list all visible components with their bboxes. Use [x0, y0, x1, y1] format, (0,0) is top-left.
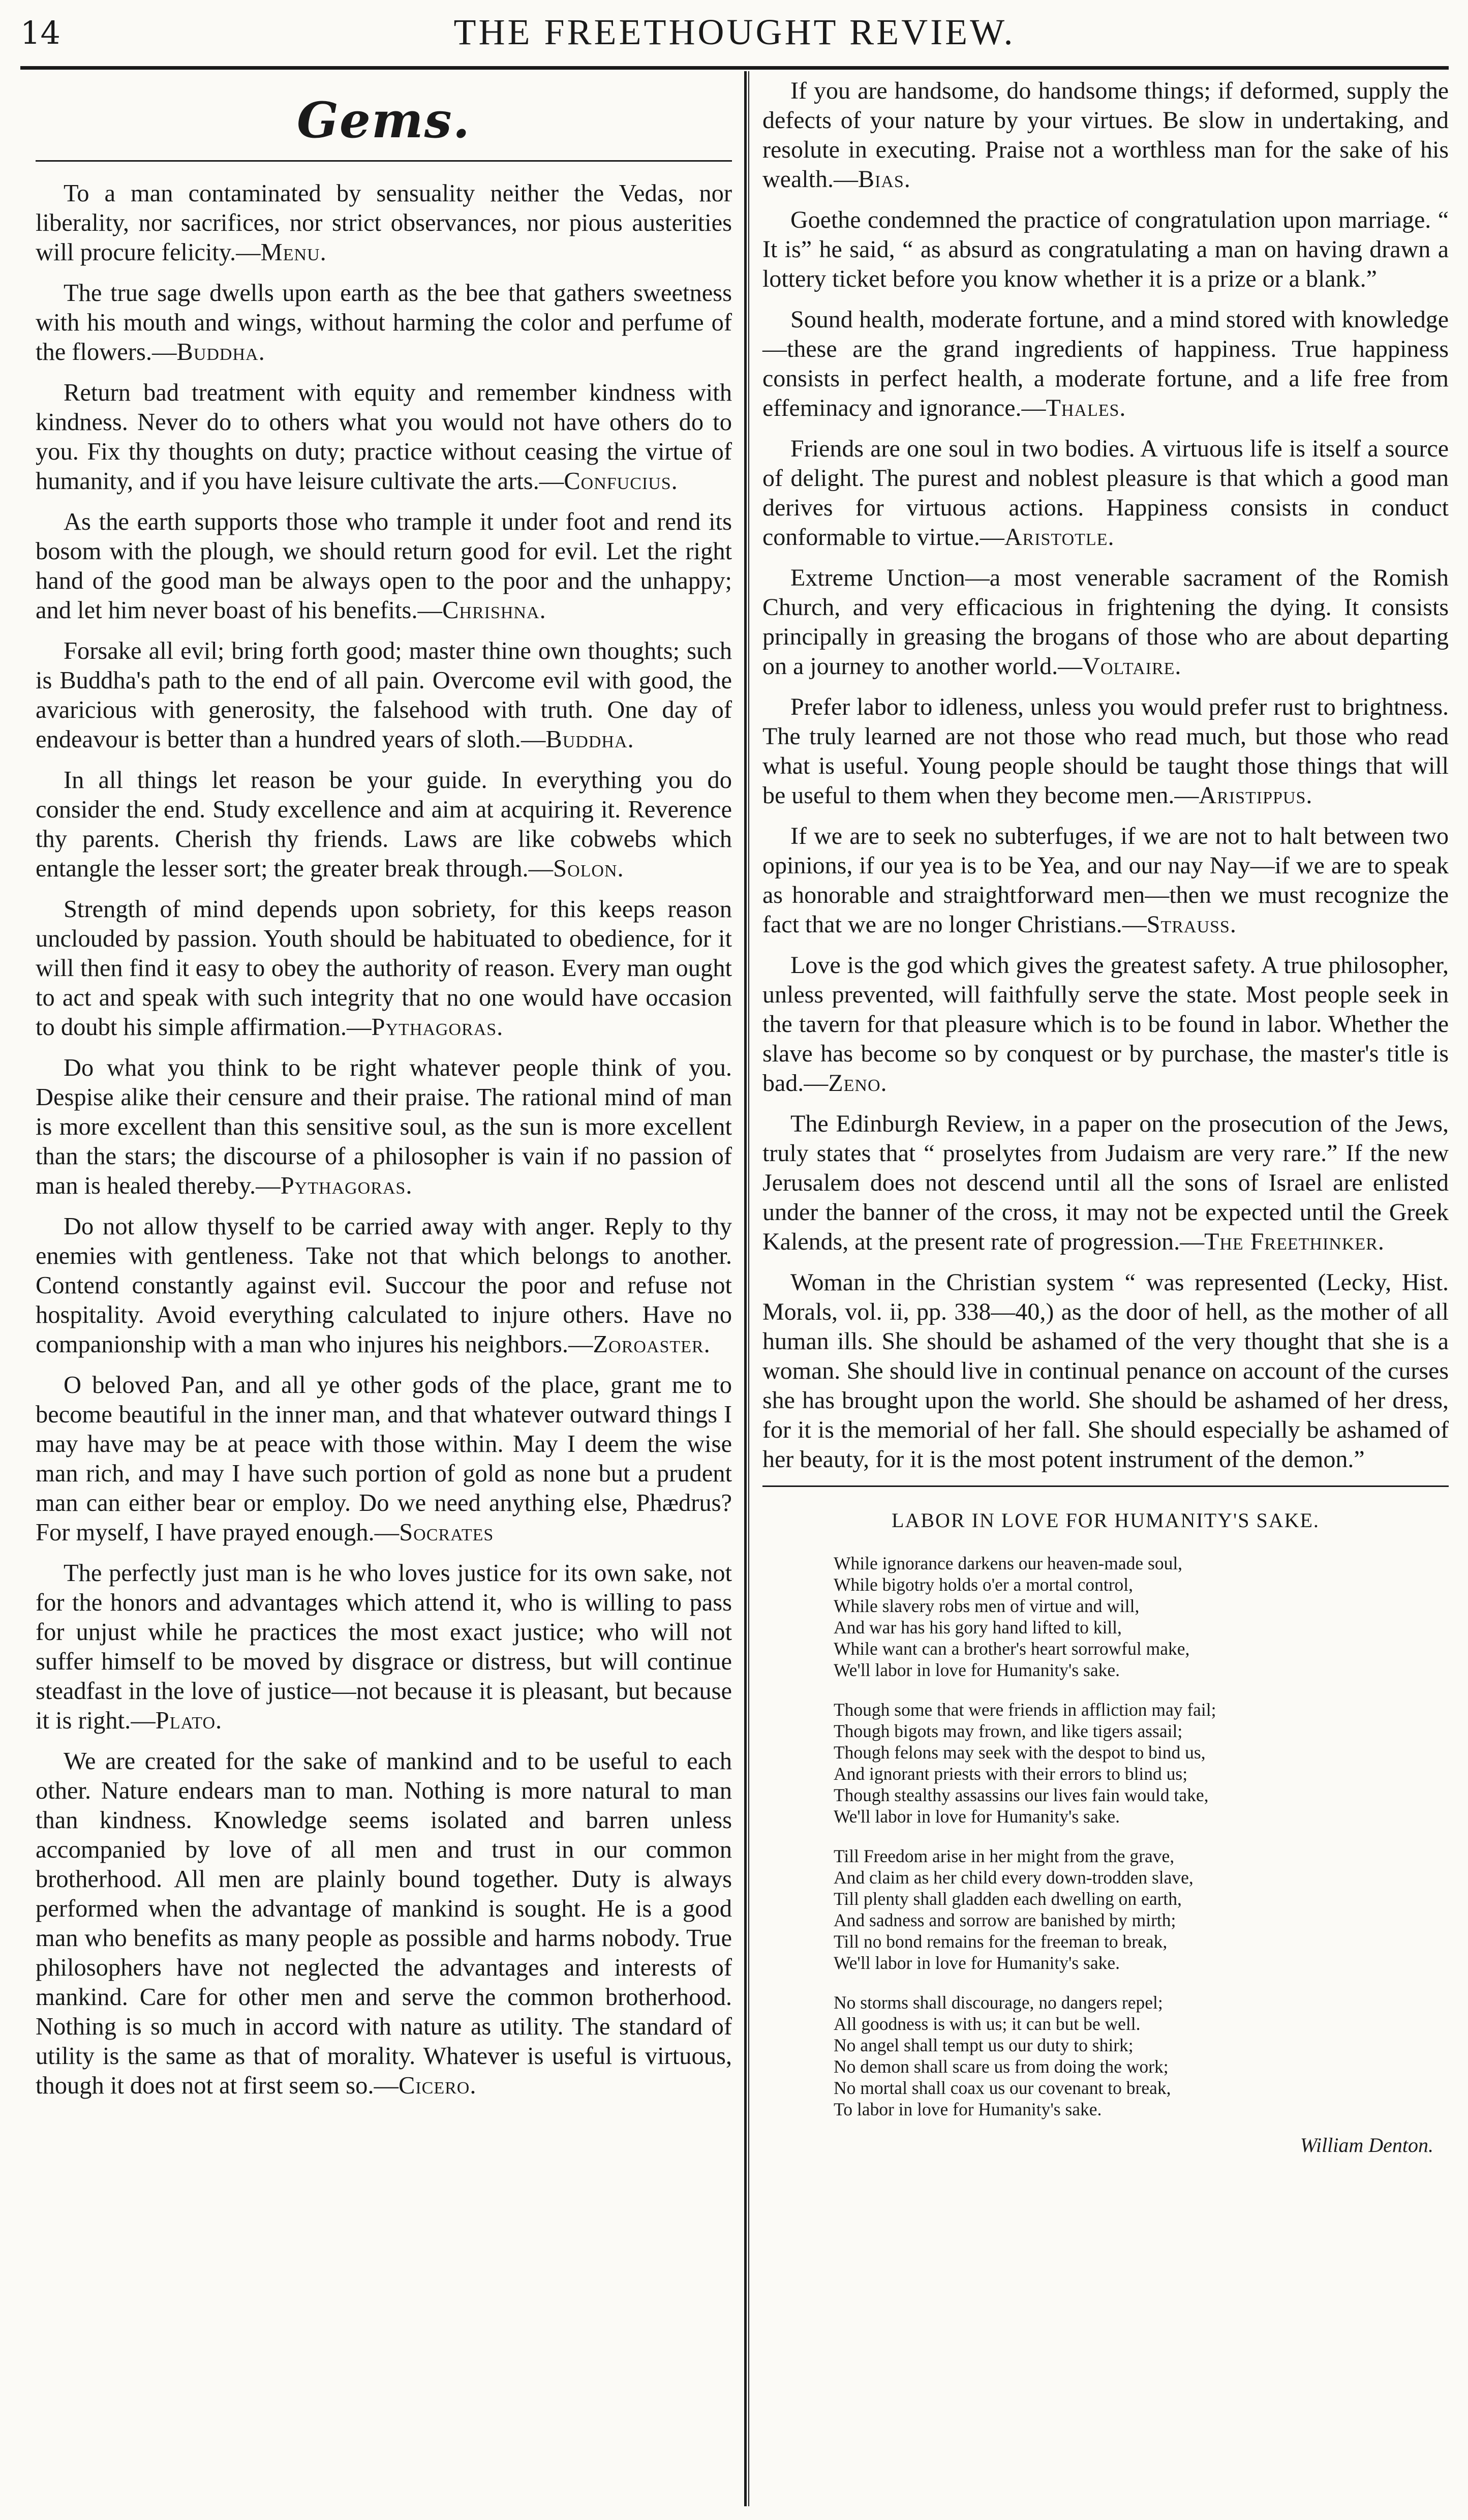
quote-text: If we are to seek no subterfuges, if we are not to halt between two opinions, if our yea is to be Yea, and our nay Nay—if we are to speak as honorable and straightforward men—then we must recognize the fact that we are no longer Christians.— — [762, 823, 1449, 938]
poem-line: No storms shall discourage, no dangers repel; — [834, 1992, 1163, 2013]
quote-text: Prefer labor to idleness, unless you would prefer rust to brightness. The truly learned are not those who read much, but those who read what is useful. Young people should be taught those things that will be useful to them when they become men.— — [762, 693, 1449, 809]
quote-paragraph — [36, 636, 732, 754]
quote-author: Confucius. — [564, 468, 678, 495]
quote-paragraph — [762, 1109, 1449, 1257]
quote-author: Pythagoras. — [371, 1014, 504, 1041]
quote-paragraph — [36, 1559, 732, 1736]
poem-line: Till Freedom arise in her might from the grave, — [834, 1846, 1175, 1866]
poem-line: Though felons may seek with the despot to bind us, — [834, 1742, 1206, 1763]
quote-paragraph — [36, 507, 732, 625]
quote-author: Aristotle. — [1004, 524, 1115, 551]
quote-author: Plato. — [155, 1707, 223, 1734]
quote-paragraph — [36, 1747, 732, 2101]
page-header — [20, 5, 1449, 61]
quote-paragraph — [36, 378, 732, 496]
quote-text: Sound health, moderate fortune, and a mind stored with knowledge—these are the grand ingredients of happiness. True happiness consists in perfect health, a moderate fortune, and a life free from effeminacy and ignorance.— — [762, 306, 1449, 421]
poem-stanza — [834, 1553, 1449, 1681]
quote-paragraph — [762, 305, 1449, 423]
poem-line: All goodness is with us; it can but be well. — [834, 2014, 1141, 2034]
poem-author: William Denton. — [1300, 2134, 1433, 2157]
title-rule — [36, 160, 732, 162]
right-column — [762, 76, 1449, 2157]
quote-author: Menu. — [260, 239, 327, 266]
header-rule — [20, 66, 1449, 70]
poem-line: While ignorance darkens our heaven-made soul, — [834, 1553, 1183, 1573]
right-quotes — [762, 76, 1449, 1474]
quote-text: To a man contaminated by sensuality neither the Vedas, nor liberality, nor sacrifices, nor strict observances, nor pious austerities will procure felicity.— — [36, 180, 732, 266]
quote-paragraph — [36, 179, 732, 267]
quote-text: Return bad treatment with equity and remember kindness with kindness. Never do to others what you would not have others do to you. Fix thy thoughts on duty; practice without ceasing the virtue of humanity, and if you have leisure cultivate the arts.— — [36, 379, 732, 495]
poem-line: To labor in love for Humanity's sake. — [834, 2099, 1102, 2119]
quote-author: Strauss. — [1146, 911, 1237, 938]
quote-paragraph — [762, 205, 1449, 294]
quote-paragraph — [762, 692, 1449, 810]
poem-stanza — [834, 1845, 1449, 1974]
quote-text: If you are handsome, do handsome things; if deformed, supply the defects of your nature by your virtues. Be slow in undertaking, and resolute in executing. Praise not a worthless man for the sake of his wealth.— — [762, 77, 1449, 193]
poem-line: And sadness and sorrow are banished by mirth; — [834, 1910, 1176, 1930]
quote-author: Voltaire. — [1082, 653, 1182, 680]
quote-author: Solon. — [553, 855, 624, 882]
quote-author: Cicero. — [398, 2072, 477, 2099]
poem-line: And war has his gory hand lifted to kill, — [834, 1617, 1122, 1637]
poem-line: Though bigots may frown, and like tigers assail; — [834, 1721, 1183, 1741]
page-number: 14 — [20, 14, 60, 51]
poem-line: While slavery robs men of virtue and will, — [834, 1596, 1140, 1616]
quote-text: As the earth supports those who trample it under foot and rend its bosom with the plough, we should return good for evil. Let the right hand of the good man be always open to the poor and the unhappy; and let him never boast of his benefits.— — [36, 508, 732, 624]
poem-line: Though stealthy assassins our lives fain would take, — [834, 1785, 1209, 1805]
left-column — [36, 76, 732, 2112]
poem-line: Till plenty shall gladden each dwelling on earth, — [834, 1889, 1182, 1909]
poem-body — [762, 1553, 1449, 2120]
poem-line: We'll labor in love for Humanity's sake. — [834, 1660, 1120, 1680]
poem-title: LABOR IN LOVE FOR HUMANITY'S SAKE. — [892, 1509, 1320, 1532]
quote-paragraph — [36, 895, 732, 1042]
column-divider — [744, 71, 747, 2506]
quote-paragraph — [36, 766, 732, 884]
poem-line: While want can a brother's heart sorrowful make, — [834, 1638, 1190, 1659]
quote-paragraph — [36, 279, 732, 367]
quote-text: Woman in the Christian system “ was represented (Lecky, Hist. Morals, vol. ii, pp. 338—40,) as the door of hell, as the mother of all human ills. She should be ashamed of the very thought that she is a woman. She should live in continual penance on account of the curses she has brought upon the world. She should be ashamed of her dress, for it is the memorial of her fall. She should especially be ashamed of her beauty, for it is the most potent instrument of the demon.” — [762, 1269, 1449, 1473]
quote-paragraph — [762, 951, 1449, 1098]
section-title: Gems. — [296, 92, 471, 149]
poem-line: No angel shall tempt us our duty to shirk; — [834, 2035, 1134, 2055]
journal-title: THE FREETHOUGHT REVIEW. — [453, 12, 1016, 52]
quote-text: We are created for the sake of mankind and to be useful to each other. Nature endears man to man. Nothing is more natural to man than kindness. Knowledge seems isolated and barren unless accompanied by love of all men and trust in our common brotherhood. All men are plainly bound together. Duty is always performed when the advantage of mankind is sought. He is a good man who benefits as many people as possible and harms nobody. True philosophers have not neglected the advantages and interests of mankind. Care for other men and serve the common brotherhood. Nothing is so much in accord with nature as utility. The standard of utility is the same as that of morality. Whatever is useful is virtuous, though it does not at first seem so.— — [36, 1748, 732, 2099]
quote-author: The Freethinker. — [1204, 1228, 1385, 1255]
quote-text: O beloved Pan, and all ye other gods of the place, grant me to become beautiful in the inner man, and that whatever outward things I may have may be at peace with those within. May I deem the wise man rich, and may I have such portion of gold as none but a prudent man can either bear or employ. Do we need anything else, Phædrus? For myself, I have prayed enough.— — [36, 1372, 732, 1546]
poem-line: No demon shall scare us from doing the work; — [834, 2056, 1169, 2077]
poem-line: Though some that were friends in affliction may fail; — [834, 1699, 1216, 1720]
poem-line: We'll labor in love for Humanity's sake. — [834, 1806, 1120, 1827]
quote-text: The Edinburgh Review, in a paper on the prosecution of the Jews, truly states that “ proselytes from Judaism are very rare.” If the new Jerusalem does not descend until all the sons of Israel are enlisted under the banner of the cross, it may not be expected until the Greek Kalends, at the present rate of progression.— — [762, 1110, 1449, 1255]
quote-text: Do not allow thyself to be carried away with anger. Reply to thy enemies with gentleness. Take not that which belongs to another. Contend constantly against evil. Succour the poor and refuse not hospitality. Avoid everything calculated to injure others. Have no companionship with a man who injures his neighbors.— — [36, 1213, 732, 1358]
poem-rule — [762, 1485, 1449, 1487]
poem-line: And ignorant priests with their errors to blind us; — [834, 1764, 1188, 1784]
quote-author: Socrates — [399, 1519, 494, 1546]
quote-paragraph — [762, 822, 1449, 939]
quote-author: Buddha. — [545, 726, 634, 753]
quote-paragraph — [762, 76, 1449, 194]
quote-author: Zoroaster. — [593, 1331, 711, 1358]
quote-paragraph — [762, 434, 1449, 552]
quote-author: Thales. — [1046, 394, 1126, 421]
poem-line: We'll labor in love for Humanity's sake. — [834, 1953, 1120, 1973]
poem-line: Till no bond remains for the freeman to break, — [834, 1931, 1168, 1952]
quote-text: Friends are one soul in two bodies. A virtuous life is itself a source of delight. The purest and noblest pleasure is that which a good man derives for virtuous actions. Happiness consists in conduct conformable to virtue.— — [762, 435, 1449, 551]
quote-author: Zeno. — [828, 1070, 888, 1097]
quote-text: Extreme Unction—a most venerable sacrament of the Romish Church, and very efficacious in frightening the dying. It consists principally in greasing the brogans of those who are about departing on a journey to another world.— — [762, 564, 1449, 680]
quote-paragraph — [36, 1212, 732, 1359]
quote-author: Buddha. — [176, 339, 265, 366]
quote-paragraph — [762, 1268, 1449, 1474]
quote-text: Love is the god which gives the greatest safety. A true philosopher, unless prevented, will faithfully serve the state. Most people seek in the tavern for that pleasure which is to be found in labor. Whether the slave has become so by conquest or by purchase, the master's title is bad.— — [762, 952, 1449, 1097]
column-divider-thin — [748, 71, 749, 2506]
quote-author: Bias. — [858, 166, 911, 193]
poem-line: No mortal shall coax us our covenant to break, — [834, 2078, 1171, 2098]
quote-paragraph — [762, 563, 1449, 681]
quote-author: Aristippus. — [1199, 782, 1313, 809]
quote-paragraph — [36, 1053, 732, 1201]
quote-author: Chrishna. — [442, 597, 546, 624]
poem-stanza — [834, 1699, 1449, 1827]
left-quotes — [36, 179, 732, 2101]
quote-text: The perfectly just man is he who loves justice for its own sake, not for the honors and advantages which attend it, who is willing to pass for unjust while he practices the most exact justice; who will not suffer himself to be moved by disgrace or distress, but will continue steadfast in the love of justice—not because it is pleasant, but because it is right.— — [36, 1560, 732, 1734]
quote-text: The true sage dwells upon earth as the bee that gathers sweetness with his mouth and wings, without harming the color and perfume of the flowers.— — [36, 280, 732, 366]
quote-text: Strength of mind depends upon sobriety, for this keeps reason unclouded by passion. Youth should be habituated to obedience, for it will then find it easy to obey the authority of reason. Every man ought to act and speak with such integrity that no one would have occasion to doubt his simple affirmation.— — [36, 896, 732, 1041]
poem-line: While bigotry holds o'er a mortal control, — [834, 1574, 1134, 1595]
quote-text: Goethe condemned the practice of congratulation upon marriage. “ It is” he said, “ as absurd as congratulating a man on having drawn a lottery ticket before you know whether it is a prize or a blank.” — [762, 206, 1449, 292]
poem-stanza — [834, 1992, 1449, 2120]
quote-paragraph — [36, 1371, 732, 1547]
quote-text: In all things let reason be your guide. In everything you do consider the end. Study excellence and aim at acquiring it. Reverence thy parents. Cherish thy friends. Laws are like cobwebs which entangle the lesser sort; the greater break through.— — [36, 767, 732, 882]
poem-line: And claim as her child every down-trodden slave, — [834, 1867, 1194, 1888]
quote-text: Forsake all evil; bring forth good; master thine own thoughts; such is Buddha's path to the end of all pain. Overcome evil with good, the avaricious with generosity, the falsehood with truth. One day of endeavour is better than a hundred years of sloth.— — [36, 637, 732, 753]
quote-text: Do what you think to be right whatever people think of you. Despise alike their censure and their praise. The rational mind of man is more excellent than this sensitive soul, as the sun is more excellent than the stars; the discourse of a philosopher is vain if no passion of man is healed thereby.— — [36, 1054, 732, 1199]
quote-author: Pythagoras. — [280, 1172, 413, 1199]
